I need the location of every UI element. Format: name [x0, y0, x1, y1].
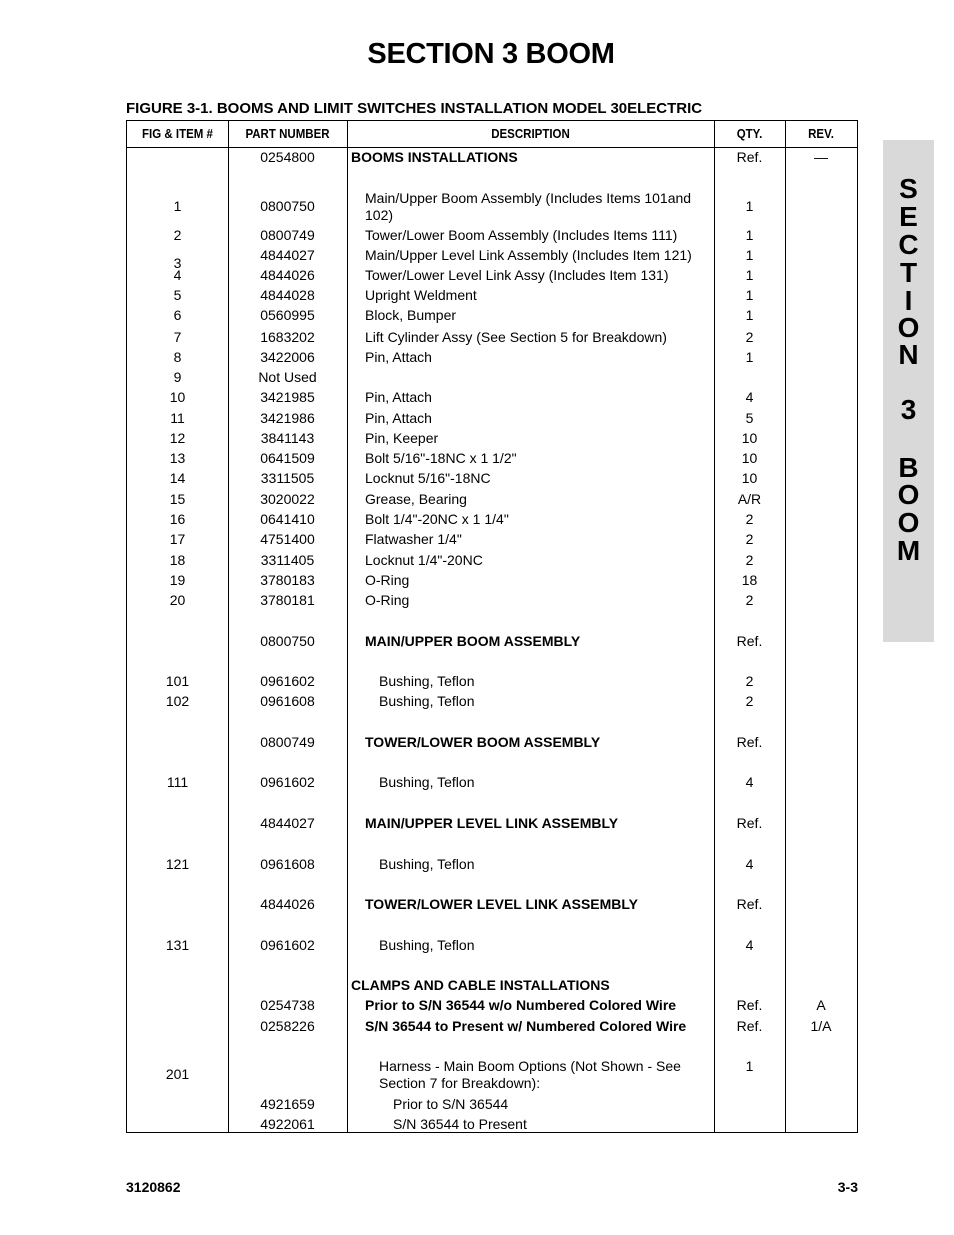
cell-qty: 10: [741, 450, 758, 466]
cell-fig-item: 16: [169, 511, 186, 527]
cell-qty: 2: [745, 329, 754, 345]
header-description: DESCRIPTION: [491, 127, 570, 141]
cell-fig-item: 18: [169, 552, 186, 568]
section-side-tab: [883, 140, 934, 642]
cell-fig-item: 3: [173, 255, 182, 271]
cell-qty: A/R: [737, 491, 762, 507]
cell-qty: 1: [745, 227, 754, 243]
cell-fig-item: 8: [173, 349, 182, 365]
cell-part-number: 3780181: [260, 592, 315, 608]
cell-fig-item: 111: [166, 774, 189, 790]
cell-description: Locknut 5/16"-18NC: [365, 470, 491, 486]
cell-part-number: 4922061: [260, 1116, 315, 1132]
cell-description: Bushing, Teflon: [379, 937, 475, 953]
cell-description: Bushing, Teflon: [379, 856, 475, 872]
cell-part-number: 0800749: [260, 227, 315, 243]
cell-part-number: Not Used: [258, 369, 317, 385]
cell-fig-item: 15: [169, 491, 186, 507]
cell-part-number: 4751400: [260, 531, 315, 547]
cell-part-number: 0800750: [260, 633, 315, 649]
cell-qty: 4: [745, 389, 754, 405]
cell-part-number: 0961608: [260, 693, 315, 709]
cell-fig-item: 2: [173, 227, 182, 243]
cell-fig-item: 9: [173, 369, 182, 385]
cell-fig-item: 1: [173, 198, 182, 214]
cell-fig-item: 17: [169, 531, 186, 547]
cell-fig-item: 11: [170, 410, 185, 426]
cell-part-number: 3020022: [260, 491, 315, 507]
cell-qty: Ref.: [736, 815, 763, 831]
column-divider: [347, 121, 348, 1132]
cell-part-number: 4844027: [260, 247, 315, 263]
cell-rev: 1/A: [810, 1018, 832, 1034]
cell-part-number: 0961602: [260, 673, 315, 689]
cell-qty: 2: [745, 552, 754, 568]
column-divider: [785, 121, 786, 1132]
cell-description: Tower/Lower Level Link Assy (Includes Item 131): [365, 267, 669, 283]
cell-qty: 10: [741, 430, 758, 446]
cell-part-number: 0641410: [260, 511, 315, 527]
header-part-number: PART NUMBER: [245, 127, 330, 141]
cell-part-number: 0800750: [260, 198, 315, 214]
cell-description: Bushing, Teflon: [379, 673, 475, 689]
cell-part-number: 3311405: [260, 552, 315, 568]
cell-description: BOOMS INSTALLATIONS: [351, 149, 518, 165]
cell-description: CLAMPS AND CABLE INSTALLATIONS: [351, 977, 610, 993]
footer-doc-number: 3120862: [126, 1179, 181, 1195]
footer-page-number: 3-3: [837, 1179, 858, 1195]
cell-description: S/N 36544 to Present: [393, 1116, 527, 1132]
cell-qty: 4: [745, 937, 754, 953]
side-tab-letter: O: [897, 507, 920, 538]
parts-table: [126, 120, 858, 1133]
cell-description: Block, Bumper: [365, 307, 457, 323]
cell-description: Bolt 1/4"-20NC x 1 1/4": [365, 511, 509, 527]
cell-fig-item: 101: [165, 673, 190, 689]
cell-qty: 2: [745, 592, 754, 608]
cell-fig-item: 4: [173, 267, 182, 283]
cell-fig-item: 6: [173, 307, 182, 323]
cell-description: Grease, Bearing: [365, 491, 467, 507]
cell-qty: 1: [745, 267, 754, 283]
cell-part-number: 3311505: [260, 470, 315, 486]
cell-description: Bushing, Teflon: [379, 774, 475, 790]
cell-qty: 18: [741, 572, 758, 588]
side-tab-letter: 3: [900, 394, 917, 425]
cell-description: Pin, Keeper: [365, 430, 439, 446]
cell-description: Upright Weldment: [365, 287, 477, 303]
cell-part-number: 4844026: [260, 896, 315, 912]
cell-part-number: 0254800: [260, 149, 315, 165]
cell-qty: 2: [745, 693, 754, 709]
side-tab-letter: O: [897, 312, 920, 343]
cell-part-number: 0961608: [260, 856, 315, 872]
cell-qty: 4: [745, 774, 754, 790]
figure-title: FIGURE 3-1. BOOMS AND LIMIT SWITCHES INSTALLATION MODEL 30ELECTRIC: [126, 100, 703, 117]
cell-qty: 4: [745, 856, 754, 872]
cell-description: Harness - Main Boom Options (Not Shown - See Section 7 for Breakdown):: [379, 1058, 681, 1091]
cell-part-number: 4844027: [260, 815, 315, 831]
header-qty: QTY.: [736, 127, 763, 141]
cell-description: TOWER/LOWER BOOM ASSEMBLY: [365, 734, 601, 750]
side-tab-letter: T: [899, 257, 918, 288]
cell-qty: 1: [745, 1058, 754, 1074]
cell-qty: Ref.: [736, 734, 763, 750]
cell-qty: Ref.: [736, 149, 763, 165]
side-tab-letter: E: [899, 201, 918, 232]
cell-description: S/N 36544 to Present w/ Numbered Colored Wire: [365, 1018, 687, 1034]
cell-part-number: 3421985: [260, 389, 315, 405]
cell-fig-item: 20: [169, 592, 186, 608]
cell-fig-item: 12: [169, 430, 186, 446]
cell-qty: Ref.: [736, 997, 763, 1013]
header-rev: REV.: [808, 127, 834, 141]
page-title: SECTION 3 BOOM: [367, 38, 615, 70]
header-divider: [127, 147, 857, 148]
cell-part-number: 1683202: [260, 329, 315, 345]
cell-description: Pin, Attach: [365, 389, 432, 405]
cell-fig-item: 13: [169, 450, 186, 466]
cell-description: Main/Upper Level Link Assembly (Includes Item 121): [365, 247, 692, 263]
side-tab-letter: B: [898, 452, 919, 483]
cell-fig-item: 201: [165, 1066, 190, 1082]
cell-description: Bushing, Teflon: [379, 693, 475, 709]
cell-part-number: 0641509: [260, 450, 315, 466]
cell-part-number: 0254738: [260, 997, 315, 1013]
cell-part-number: 0961602: [260, 937, 315, 953]
cell-qty: Ref.: [736, 633, 763, 649]
side-tab-letter: S: [899, 173, 918, 204]
cell-part-number: 0258226: [260, 1018, 315, 1034]
cell-part-number: 3780183: [260, 572, 315, 588]
cell-description: Prior to S/N 36544: [393, 1096, 509, 1112]
cell-part-number: 4844028: [260, 287, 315, 303]
cell-qty: 1: [745, 247, 754, 263]
cell-part-number: 3841143: [260, 430, 315, 446]
cell-qty: 1: [745, 349, 754, 365]
cell-fig-item: 14: [169, 470, 186, 486]
cell-description: MAIN/UPPER LEVEL LINK ASSEMBLY: [365, 815, 619, 831]
cell-qty: 2: [745, 673, 754, 689]
cell-description: Locknut 1/4"-20NC: [365, 552, 483, 568]
cell-description: MAIN/UPPER BOOM ASSEMBLY: [365, 633, 581, 649]
cell-fig-item: 10: [169, 389, 186, 405]
cell-fig-item: 131: [165, 937, 190, 953]
cell-description: O-Ring: [365, 572, 410, 588]
side-tab-letter: N: [898, 339, 919, 370]
cell-description: Pin, Attach: [365, 410, 432, 426]
cell-description: Prior to S/N 36544 w/o Numbered Colored Wire: [365, 997, 677, 1013]
cell-fig-item: 5: [173, 287, 182, 303]
cell-fig-item: 102: [165, 693, 190, 709]
cell-part-number: 3422006: [260, 349, 315, 365]
cell-description: Pin, Attach: [365, 349, 432, 365]
cell-qty: 1: [745, 307, 754, 323]
cell-fig-item: 7: [173, 329, 182, 345]
cell-part-number: 4844026: [260, 267, 315, 283]
cell-description: Flatwasher 1/4": [365, 531, 462, 547]
header-fig-item: FIG & ITEM #: [142, 127, 213, 141]
cell-description: Bolt 5/16"-18NC x 1 1/2": [365, 450, 517, 466]
side-tab-letter: M: [896, 535, 921, 566]
cell-description: Lift Cylinder Assy (See Section 5 for Breakdown): [365, 329, 667, 345]
cell-part-number: 0560995: [260, 307, 315, 323]
side-tab-letter: C: [898, 229, 919, 260]
cell-qty: 1: [745, 287, 754, 303]
cell-description: Tower/Lower Boom Assembly (Includes Items 111): [365, 227, 678, 243]
cell-description: TOWER/LOWER LEVEL LINK ASSEMBLY: [365, 896, 639, 912]
cell-description: Main/Upper Boom Assembly (Includes Items 101and 102): [365, 190, 692, 223]
cell-qty: 2: [745, 511, 754, 527]
cell-qty: Ref.: [736, 896, 763, 912]
cell-description: O-Ring: [365, 592, 410, 608]
cell-fig-item: 121: [165, 856, 190, 872]
cell-rev: —: [814, 149, 828, 165]
cell-rev: A: [816, 997, 826, 1013]
cell-part-number: 0800749: [260, 734, 315, 750]
cell-qty: 5: [745, 410, 754, 426]
cell-qty: 10: [741, 470, 758, 486]
cell-qty: 2: [745, 531, 754, 547]
cell-part-number: 0961602: [260, 774, 315, 790]
cell-qty: Ref.: [736, 1018, 763, 1034]
side-tab-letter: O: [897, 479, 920, 510]
cell-qty: 1: [745, 198, 754, 214]
cell-part-number: 4921659: [260, 1096, 315, 1112]
side-tab-letter: I: [904, 285, 913, 316]
cell-part-number: 3421986: [260, 410, 315, 426]
cell-fig-item: 19: [169, 572, 186, 588]
